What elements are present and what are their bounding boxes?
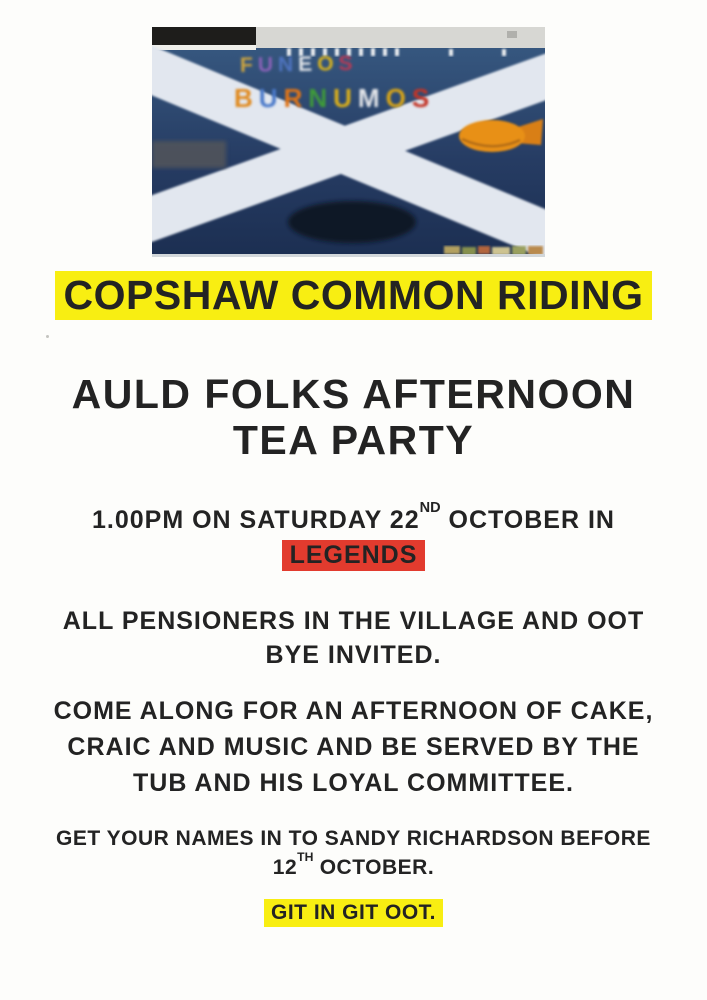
names-date-post: OCTOBER. (313, 856, 435, 879)
names-line-1: GET YOUR NAMES IN TO SANDY RICHARDSON BEFORE (56, 827, 651, 850)
magnet-letter: N (277, 53, 299, 77)
magnet-letter: R (283, 83, 309, 113)
magnet-letter: M (357, 83, 386, 113)
magnet-letter: U (333, 83, 358, 113)
photo-grey-smudge (152, 141, 226, 168)
date-text-post: OCTOBER IN (440, 506, 615, 534)
invite-line-2: BYE INVITED. (265, 641, 442, 669)
heading-line-1: AULD FOLKS AFTERNOON (71, 371, 636, 417)
magnet-letter: F (239, 53, 259, 78)
date-ordinal-sup: ND (419, 500, 441, 517)
page-title: COPSHAW COMMON RIDING (55, 271, 653, 320)
title-banner (0, 271, 707, 320)
invite-line-1: ALL PENSIONERS IN THE VILLAGE AND OOT (62, 607, 645, 635)
footer-line (0, 899, 707, 927)
names-date-pre: 12 (272, 856, 298, 879)
heading-line-2: TEA PARTY (232, 417, 475, 463)
come-line-3: TUB AND HIS LOYAL COMMITTEE. (133, 769, 574, 797)
photo-dark-object (288, 201, 416, 243)
magnet-letter: S (411, 83, 436, 113)
magnet-letter: E (297, 52, 318, 77)
magnet-letter: S (338, 51, 358, 76)
come-line-2: CRAIC AND MUSIC AND BE SERVED BY THE (67, 733, 640, 761)
date-text-pre: 1.00PM ON SATURDAY 22 (92, 506, 420, 534)
magnet-letters-row2 (234, 83, 435, 114)
magnet-letter: N (308, 83, 334, 113)
come-line-1: COME ALONG FOR AN AFTERNOON OF CAKE, (53, 697, 654, 725)
magnet-letters-row1 (240, 52, 358, 78)
date-line (0, 500, 707, 535)
flag-photo (152, 27, 545, 257)
venue-line (0, 540, 707, 571)
magnet-letter: O (385, 83, 412, 113)
names-ordinal-sup: TH (297, 849, 314, 864)
scan-speck (46, 335, 49, 338)
magnet-letter: O (316, 52, 339, 76)
photo-bottom-mottle (444, 246, 543, 255)
names-line-2 (0, 849, 707, 880)
magnet-letter: U (257, 53, 279, 77)
venue-highlight: LEGENDS (282, 540, 426, 571)
magnet-letter: B (234, 83, 259, 113)
magnet-letter: U (258, 83, 284, 113)
footer-highlight: GIT IN GIT OOT. (264, 899, 443, 927)
